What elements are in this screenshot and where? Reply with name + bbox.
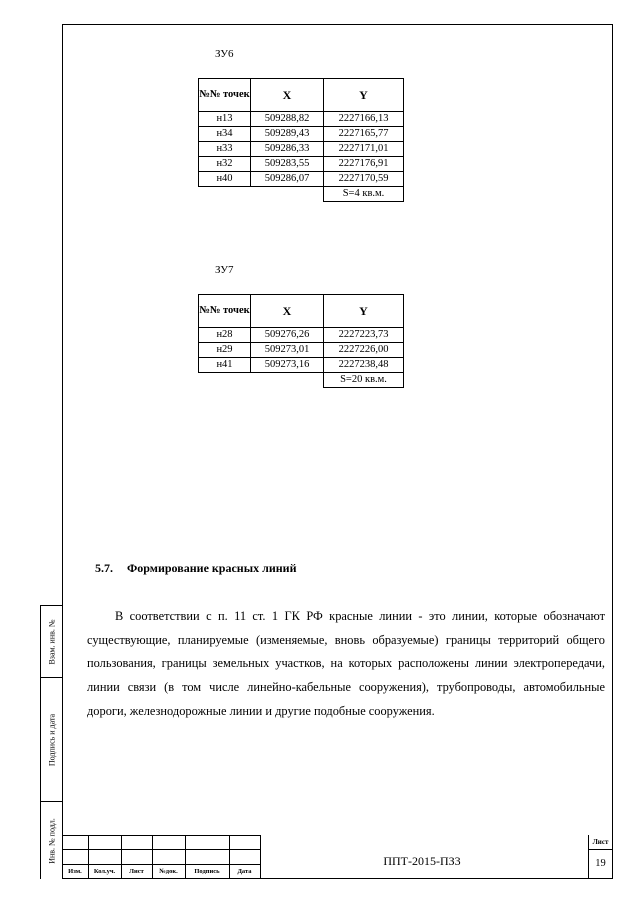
table-row bbox=[199, 328, 404, 343]
cell-x: 509273,01 bbox=[251, 343, 324, 358]
stamp-col-data: Дата bbox=[237, 868, 252, 875]
stamp-col-podpis: Подпись bbox=[194, 868, 220, 875]
document-code: ППТ-2015-ПЗ3 bbox=[383, 854, 461, 868]
cell-x: 509286,07 bbox=[251, 172, 324, 187]
zu6-table bbox=[198, 78, 404, 202]
zu7-area: S=20 кв.м. bbox=[324, 373, 404, 388]
zu6-header-points: №№ точек bbox=[199, 79, 251, 112]
margin-inv bbox=[41, 801, 63, 879]
stamp-col-koluch: Кол.уч. bbox=[93, 868, 116, 875]
sheet-number: 19 bbox=[595, 858, 606, 869]
table-row bbox=[199, 358, 404, 373]
zu7-table bbox=[198, 294, 404, 388]
cell-x: 509288,82 bbox=[251, 112, 324, 127]
zu7-header-y: Y bbox=[324, 295, 404, 328]
section-number: 5.7. bbox=[95, 561, 113, 575]
margin-podpis bbox=[41, 677, 63, 801]
table-row bbox=[199, 142, 404, 157]
cell-y: 2227176,91 bbox=[324, 157, 404, 172]
zu6-area: S=4 кв.м. bbox=[324, 187, 404, 202]
table-row bbox=[199, 343, 404, 358]
zu7-caption: ЗУ7 bbox=[215, 264, 234, 276]
stamp-col-ndok: №док. bbox=[159, 868, 178, 875]
cell-y: 2227170,59 bbox=[324, 172, 404, 187]
sheet-label: Лист bbox=[592, 838, 609, 846]
table-row bbox=[199, 112, 404, 127]
margin-vzam bbox=[41, 605, 63, 677]
section-title: Формирование красных линий bbox=[127, 561, 297, 575]
cell-point: н13 bbox=[199, 112, 251, 127]
cell-x: 509273,16 bbox=[251, 358, 324, 373]
cell-point: н40 bbox=[199, 172, 251, 187]
cell-x: 509283,55 bbox=[251, 157, 324, 172]
cell-point: н33 bbox=[199, 142, 251, 157]
stamp-line bbox=[62, 864, 260, 865]
cell-y: 2227166,13 bbox=[324, 112, 404, 127]
left-margin-strip bbox=[40, 605, 63, 879]
table-area-row bbox=[199, 373, 404, 388]
stamp-line bbox=[62, 849, 260, 850]
stamp-line bbox=[588, 849, 613, 850]
zu6-header-y: Y bbox=[324, 79, 404, 112]
cell-point: н28 bbox=[199, 328, 251, 343]
cell-y: 2227223,73 bbox=[324, 328, 404, 343]
cell-x: 509286,33 bbox=[251, 142, 324, 157]
zu7-header-x: X bbox=[251, 295, 324, 328]
cell-x: 509276,26 bbox=[251, 328, 324, 343]
table-row bbox=[199, 127, 404, 142]
section-heading bbox=[95, 561, 296, 576]
cell-y: 2227165,77 bbox=[324, 127, 404, 142]
stamp-line bbox=[62, 835, 260, 836]
cell-x: 509289,43 bbox=[251, 127, 324, 142]
stamp-col-izm: Изм. bbox=[68, 868, 82, 875]
cell-y: 2227238,48 bbox=[324, 358, 404, 373]
table-row bbox=[199, 157, 404, 172]
stamp-col-list: Лист bbox=[129, 868, 144, 875]
cell-point: н32 bbox=[199, 157, 251, 172]
cell-y: 2227171,01 bbox=[324, 142, 404, 157]
cell-point: н34 bbox=[199, 127, 251, 142]
margin-inv-label: Инв. № подл. bbox=[47, 817, 57, 864]
table-row bbox=[199, 172, 404, 187]
zu7-header-points: №№ точек bbox=[199, 295, 251, 328]
section-paragraph: В соответствии с п. 11 ст. 1 ГК РФ красные линии - это линии, которые обозначают существующие, планируемые (изменяемые, вновь образуемые) границы территорий общего пользования, границы земельных участков, на которых расположены линии электропередачи, линии связи (в том числе линейно-кабельные сооружения), трубопроводы, автомобильные дороги, железнодорожные линии и другие подобные сооружения. bbox=[87, 609, 605, 718]
table-area-row bbox=[199, 187, 404, 202]
cell-point: н41 bbox=[199, 358, 251, 373]
zu6-header-x: X bbox=[251, 79, 324, 112]
margin-podpis-label: Подпись и дата bbox=[47, 713, 57, 766]
cell-point: н29 bbox=[199, 343, 251, 358]
zu6-caption: ЗУ6 bbox=[215, 48, 234, 60]
margin-vzam-label: Взам. инв. № bbox=[47, 618, 57, 665]
cell-y: 2227226,00 bbox=[324, 343, 404, 358]
